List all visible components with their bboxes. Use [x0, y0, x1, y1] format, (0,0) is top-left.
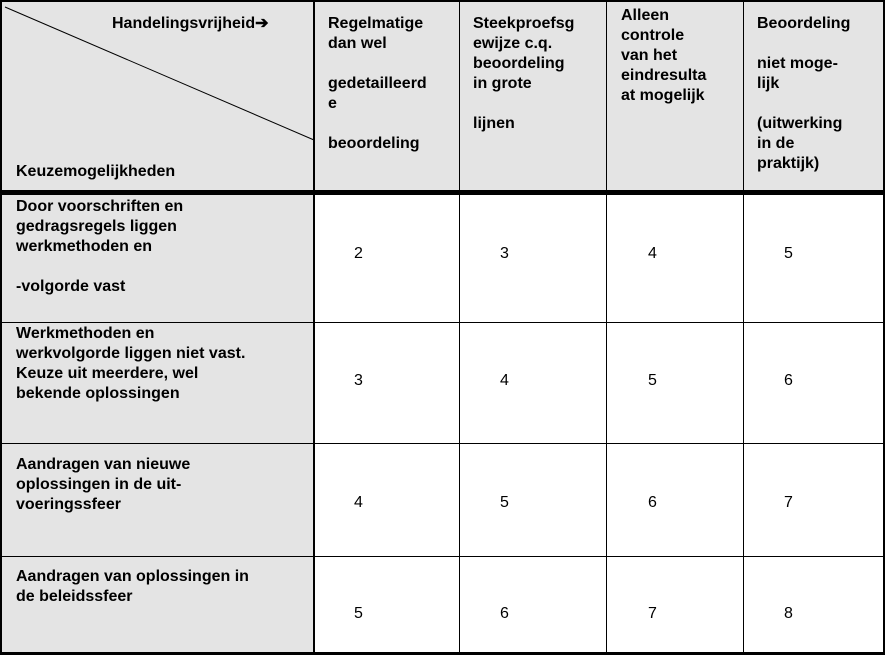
header-text-line: (uitwerking: [757, 115, 843, 132]
header-text-line: werkmethoden en: [16, 238, 153, 255]
header-text-line: Regelmatige: [328, 15, 424, 32]
cell-value: 5: [784, 245, 793, 262]
cell-value: 3: [500, 245, 509, 262]
cell-value: 4: [648, 245, 657, 262]
header-text-line: Aandragen van oplossingen in: [16, 568, 249, 585]
header-text-line: [16, 257, 183, 277]
header-text-line: Steekproefsg: [473, 15, 575, 32]
column-header-steekproef: [473, 14, 574, 134]
cell-value: 8: [784, 605, 793, 622]
header-text-line: beoordeling: [473, 55, 565, 72]
header-text-line: [328, 54, 427, 74]
row-header-uitvoeringssfeer: [16, 455, 190, 515]
cell-value: 2: [354, 245, 363, 262]
header-text-line: dan wel: [328, 35, 387, 52]
cell-value: 5: [648, 372, 657, 389]
cell-value: 4: [354, 494, 363, 511]
cell-value: 3: [354, 372, 363, 389]
header-text-line: de beleidssfeer: [16, 588, 133, 605]
row-header-beleidssfeer: [16, 567, 249, 607]
header-text-line: werkvolgorde liggen niet vast.: [16, 345, 246, 362]
header-text-line: van het: [621, 47, 678, 64]
cell-value: 7: [784, 494, 793, 511]
header-text-line: -volgorde vast: [16, 278, 126, 295]
header-text-line: eindresulta: [621, 67, 707, 84]
column-header-eindresultaat: [621, 6, 706, 106]
row-header-meerdere-oplossingen: [16, 324, 245, 404]
cell-value: 4: [500, 372, 509, 389]
row-divider-3: [0, 556, 885, 557]
row-divider-2: [0, 443, 885, 444]
border-top: [0, 0, 885, 2]
header-text-line: gedragsregels liggen: [16, 218, 177, 235]
row-header-voorschriften: [16, 197, 183, 297]
cell-value: 6: [500, 605, 509, 622]
header-text-line: [328, 114, 427, 134]
header-text-line: Beoordeling: [757, 15, 851, 32]
header-text-line: Door voorschriften en: [16, 198, 184, 215]
header-text-line: e: [328, 95, 337, 112]
header-thick-rule: [0, 190, 885, 195]
header-text-line: controle: [621, 27, 685, 44]
header-text-line: Alleen: [621, 7, 670, 24]
header-text-line: Werkmethoden en: [16, 325, 155, 342]
row-divider-1: [0, 322, 885, 323]
axis-top-label: Handelingsvrijheid➔: [112, 15, 269, 32]
column-header-regelmatig: [328, 14, 427, 154]
column-header-geen-beoordeling: [757, 14, 850, 174]
header-text-line: voeringssfeer: [16, 496, 121, 513]
header-text-line: praktijk): [757, 155, 820, 172]
header-text-line: lijnen: [473, 115, 515, 132]
axis-left-label: Keuzemogelijkheden: [16, 163, 176, 180]
header-text-line: gedetailleerd: [328, 75, 427, 92]
cell-value: 6: [648, 494, 657, 511]
header-text-line: niet moge-: [757, 55, 838, 72]
header-text-line: Aandragen van nieuwe: [16, 456, 191, 473]
header-text-line: in grote: [473, 75, 532, 92]
cell-value: 6: [784, 372, 793, 389]
cell-value: 5: [354, 605, 363, 622]
header-text-line: lijk: [757, 75, 780, 92]
header-text-line: ewijze c.q.: [473, 35, 553, 52]
header-text-line: beoordeling: [328, 135, 420, 152]
header-text-line: [757, 34, 850, 54]
cell-value: 7: [648, 605, 657, 622]
header-text-line: Keuze uit meerdere, wel: [16, 365, 199, 382]
cell-value: 5: [500, 494, 509, 511]
header-text-line: [473, 94, 574, 114]
header-text-line: at mogelijk: [621, 87, 705, 104]
header-text-line: oplossingen in de uit-: [16, 476, 182, 493]
header-text-line: bekende oplossingen: [16, 385, 180, 402]
header-text-line: [757, 94, 850, 114]
header-text-line: in de: [757, 135, 795, 152]
